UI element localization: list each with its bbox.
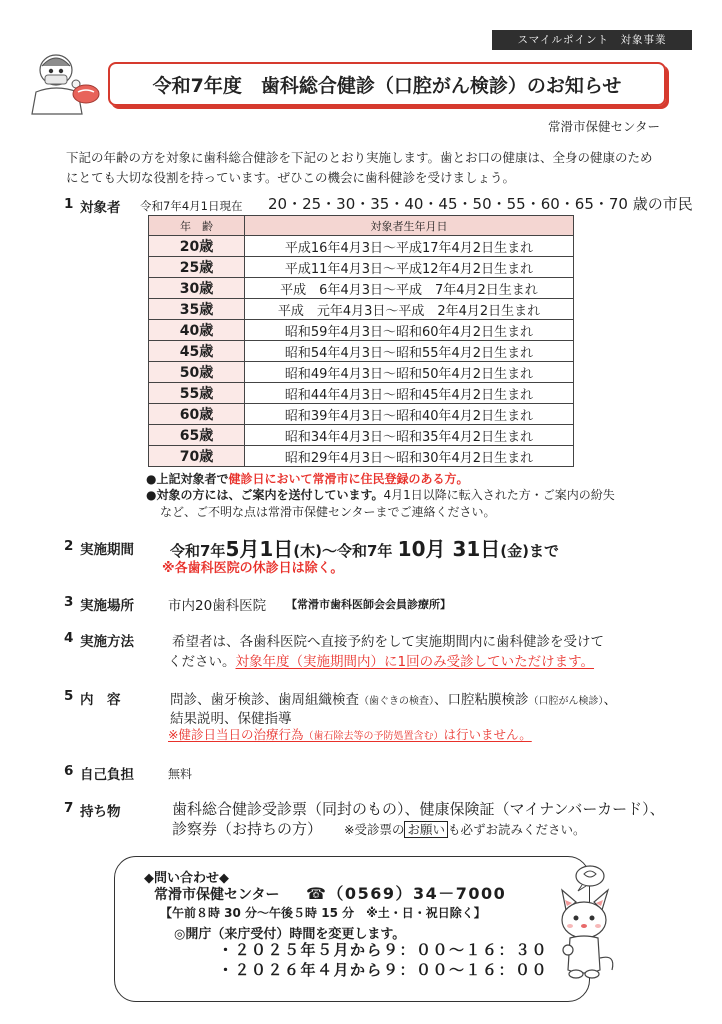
table-header-row — [149, 216, 574, 236]
hours-2026: ・２０２６年４月から９：００～１６：００ — [218, 961, 549, 979]
contents-c: 、 — [603, 692, 617, 708]
items-note-b: も必ずお読みください。 — [448, 822, 586, 837]
age-cell: 60歳 — [149, 404, 245, 425]
section-5-number: 5 — [64, 688, 74, 704]
table-row — [149, 362, 574, 383]
contents-b: 、口腔粘膜検診 — [434, 692, 529, 708]
table-row — [149, 257, 574, 278]
section-4-label: 実施方法 — [80, 634, 134, 650]
section-3-number: 3 — [64, 594, 74, 610]
no-treatment-note — [168, 725, 532, 743]
items-note — [344, 820, 586, 838]
hours-change-note: ◎開庁（来庁受付）時間を変更します。 — [174, 927, 406, 942]
period-start-date: 5月1日 — [225, 537, 294, 561]
target-ages: 20・25・30・35・40・45・50・55・60・65・70 歳の市民 — [268, 195, 693, 213]
contents-a-small: （歯ぐきの検査） — [359, 696, 434, 707]
holiday-note: ※各歯科医院の休診日は除く。 — [162, 561, 344, 576]
method-once-only-note: 対象年度（実施期間内）に1回のみ受診していただけます。 — [235, 654, 595, 670]
intro-line-2: にとても大切な役割を持っています。ぜひこの機会に歯科健診を受けましょう。 — [66, 170, 516, 185]
mailing-note-line-2: など、ご不明な点は常滑市保健センターまでご連絡ください。 — [160, 505, 496, 519]
contact-phone: ☎（0569）34－7000 — [306, 884, 507, 903]
birthdate-range-cell: 昭和49年4月3日～昭和50年4月2日生まれ — [245, 362, 574, 383]
table-row — [149, 236, 574, 257]
as-of-date: 令和7年4月1日現在 — [140, 199, 243, 213]
section-6-number: 6 — [64, 763, 74, 779]
birthdate-range-cell: 昭和29年4月3日～昭和30年4月2日生まれ — [245, 446, 574, 467]
cat-mascot-icon — [546, 858, 622, 988]
dentist-mascot-icon — [26, 48, 104, 116]
residency-note — [146, 470, 469, 487]
table-header-age: 年 齢 — [149, 216, 245, 236]
issuer-org: 常滑市保健センター — [547, 119, 660, 134]
intro-line-1: 下記の年齢の方を対象に歯科総合健診を下記のとおり実施します。歯とお口の健康は、全身の健康のため — [66, 150, 653, 165]
table-row — [149, 299, 574, 320]
period-part-1: 令和7年 — [170, 542, 226, 560]
section-1-number: 1 — [64, 196, 74, 212]
cost-value: 無料 — [168, 767, 193, 781]
mailing-note-head: ●対象の方には、ご案内を送付しています。 — [146, 488, 384, 502]
period-part-5: (金)まで — [500, 542, 560, 560]
age-cell: 20歳 — [149, 236, 245, 257]
table-row — [149, 446, 574, 467]
section-2-label: 実施期間 — [80, 542, 134, 558]
no-treatment-note-a: ※健診日当日の治療行為 — [168, 727, 304, 742]
eligibility-table — [148, 215, 574, 467]
section-7-number: 7 — [64, 800, 74, 816]
venue-text: 市内20歯科医院 — [168, 598, 267, 614]
page-title-text: 令和7年度 歯科総合健診（口腔がん検診）のお知らせ — [152, 74, 622, 97]
birthdate-range-cell: 昭和44年4月3日～昭和45年4月2日生まれ — [245, 383, 574, 404]
section-1-label: 対象者 — [80, 200, 121, 216]
birthdate-range-cell: 昭和34年4月3日～昭和35年4月2日生まれ — [245, 425, 574, 446]
table-row — [149, 341, 574, 362]
method-line-1: 希望者は、各歯科医院へ直接予約をして実施期間内に歯科健診を受けて — [172, 634, 604, 650]
table-row — [149, 278, 574, 299]
birthdate-range-cell: 平成 元年4月3日～平成 2年4月2日生まれ — [245, 299, 574, 320]
section-5-label: 内 容 — [80, 692, 121, 708]
hours-2025: ・２０２５年５月から９：００～１６：３０ — [218, 941, 549, 959]
contact-hours: 【午前８時 30 分～午後５時 15 分 ※土・日・祝日除く】 — [160, 906, 486, 920]
residency-note-emphasis: 健診日において常滑市に住民登録のある方。 — [228, 472, 469, 486]
table-row — [149, 425, 574, 446]
contents-b-small: （口腔がん検診） — [528, 696, 604, 707]
method-line-2-lead: ください。 — [168, 654, 236, 670]
age-cell: 50歳 — [149, 362, 245, 383]
section-2-number: 2 — [64, 538, 74, 554]
age-cell: 70歳 — [149, 446, 245, 467]
birthdate-range-cell: 平成11年4月3日～平成12年4月2日生まれ — [245, 257, 574, 278]
mailing-note-rest: 4月1日以降に転入された方・ご案内の紛失 — [383, 488, 615, 502]
birthdate-range-cell: 昭和59年4月3日～昭和60年4月2日生まれ — [245, 320, 574, 341]
method-line-2 — [168, 650, 594, 670]
age-cell: 30歳 — [149, 278, 245, 299]
table-header-birthdate: 対象者生年月日 — [245, 216, 574, 236]
age-cell: 40歳 — [149, 320, 245, 341]
birthdate-range-cell: 昭和54年4月3日～昭和55年4月2日生まれ — [245, 341, 574, 362]
age-cell: 55歳 — [149, 383, 245, 404]
items-line-2: 診察券（お持ちの方） — [172, 820, 323, 838]
contact-title: ◆問い合わせ◆ — [144, 871, 229, 886]
items-line-1: 歯科総合健診受診票（同封のもの）、健康保険証（マイナンバーカード）、 — [172, 800, 665, 818]
contact-org: 常滑市保健センター — [154, 887, 280, 903]
age-cell: 65歳 — [149, 425, 245, 446]
age-cell: 35歳 — [149, 299, 245, 320]
items-note-boxed: お願い — [404, 821, 448, 838]
age-cell: 45歳 — [149, 341, 245, 362]
birthdate-range-cell: 平成 6年4月3日～平成 7年4月2日生まれ — [245, 278, 574, 299]
period-part-3: (木)～令和7年 — [293, 542, 398, 560]
contents-line-1 — [170, 688, 617, 708]
mailing-note — [146, 487, 666, 521]
section-7-label: 持ち物 — [80, 804, 121, 820]
age-cell: 25歳 — [149, 257, 245, 278]
table-row — [149, 320, 574, 341]
period-end-date: 10月 31日 — [397, 537, 501, 561]
birthdate-range-cell: 昭和39年4月3日～昭和40年4月2日生まれ — [245, 404, 574, 425]
venue-sub: 【常滑市歯科医師会会員診療所】 — [286, 598, 451, 611]
no-treatment-note-small: （歯石除去等の予防処置含む） — [303, 731, 444, 742]
contents-line-2: 結果説明、保健指導 — [170, 711, 292, 727]
section-3-label: 実施場所 — [80, 598, 134, 614]
no-treatment-note-b: は行いません。 — [443, 727, 532, 742]
table-row — [149, 383, 574, 404]
smile-point-tag: スマイルポイント 対象事業 — [492, 30, 692, 50]
page-title — [108, 62, 666, 106]
table-row — [149, 404, 574, 425]
items-note-a: ※受診票の — [344, 822, 405, 837]
section-4-number: 4 — [64, 630, 74, 646]
residency-note-lead: ●上記対象者で — [146, 472, 229, 486]
birthdate-range-cell: 平成16年4月3日～平成17年4月2日生まれ — [245, 236, 574, 257]
contents-a: 問診、歯牙検診、歯周組織検査 — [170, 692, 359, 708]
section-6-label: 自己負担 — [80, 767, 134, 783]
intro-text — [66, 148, 688, 188]
